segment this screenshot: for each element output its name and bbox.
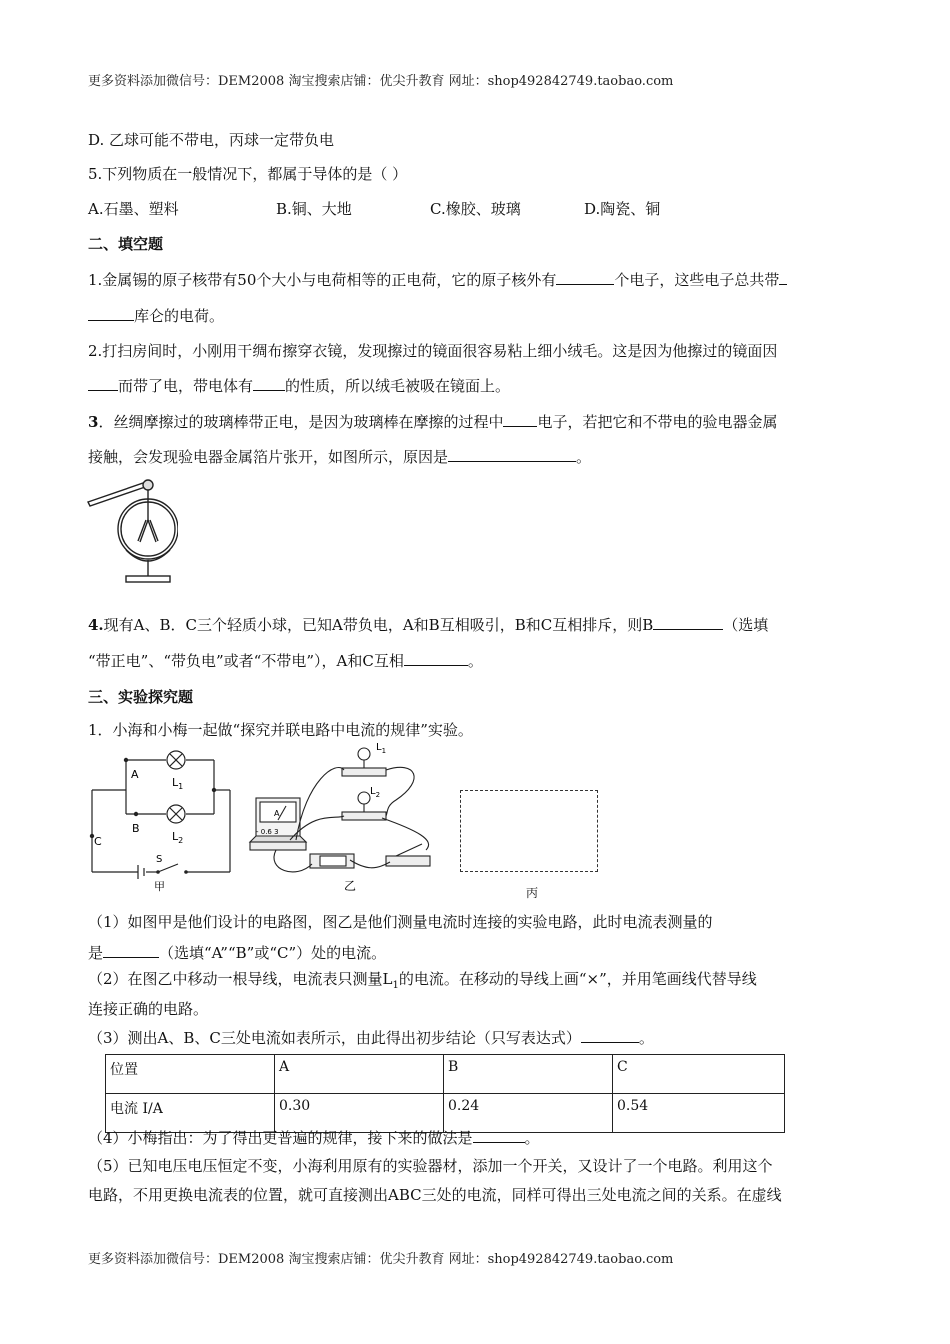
- yi-meter-label: A: [274, 809, 280, 818]
- jia-label-c: C: [94, 835, 102, 848]
- fill1-text-c: 库仑的电荷。: [134, 307, 225, 325]
- jia-label-a: A: [131, 768, 139, 781]
- exp1-p3-end: 。: [638, 1029, 654, 1047]
- exp1-p2-sub: 1: [392, 980, 399, 991]
- fill1-blank-charge-start[interactable]: [779, 270, 787, 285]
- fill2-text-a: 而带了电，带电体有: [118, 377, 254, 395]
- fill2-blank-reason[interactable]: [88, 376, 118, 391]
- q5-stem: 5.下列物质在一般情况下，都属于导体的是（ ）: [88, 165, 408, 183]
- fill1-text-a: 1.金属锡的原子核带有50个大小与电荷相等的正电荷，它的原子核外有: [88, 271, 557, 289]
- fill1-line2: [88, 305, 224, 326]
- jia-label-b: B: [132, 822, 140, 835]
- fill3-text-a: ．丝绸摩擦过的玻璃棒带正电，是因为玻璃棒在摩擦的过程中: [98, 413, 504, 431]
- jia-label-l1: $L_1$: [172, 776, 184, 791]
- exp1-p5-line2: 电路，不用更换电流表的位置，就可直接测出ABC三处的电流，同样可得出三处电流之间的关系。在虚线: [88, 1186, 782, 1204]
- fill4-text-c: “带正电”、“带负电”或者“不带电”），A和C互相: [88, 652, 404, 670]
- table-header-cell: 位置: [106, 1055, 275, 1094]
- fill1-blank-charge[interactable]: [88, 306, 134, 321]
- electroscope-figure: [86, 472, 178, 590]
- fill1-blank-electrons[interactable]: [556, 270, 614, 285]
- q5-option-a: A.石墨、塑料: [88, 200, 179, 218]
- fill3-text-c: 接触，会发现验电器金属箔片张开，如图所示，原因是: [88, 448, 449, 466]
- exp1-p4-blank[interactable]: [473, 1128, 525, 1143]
- exp1-p1-blank[interactable]: [103, 943, 159, 958]
- fill3-number: 3: [88, 413, 99, 431]
- circuit-diagram-jia: [86, 746, 236, 896]
- exp1-p1-text-c: （选填“A”“B”或“C”）处的电流。: [159, 944, 387, 962]
- table-cell: 0.54: [613, 1094, 785, 1133]
- q5-option-c: C.橡胶、玻璃: [430, 200, 521, 218]
- fill3-line1: [88, 411, 777, 432]
- fill3-text-d: 。: [576, 448, 592, 466]
- fill3-line2: [88, 446, 591, 467]
- current-table: [105, 1054, 785, 1133]
- fill3-blank-electron[interactable]: [503, 412, 537, 427]
- fill4-blank-b[interactable]: [653, 615, 723, 630]
- yi-caption: 乙: [344, 879, 357, 893]
- fill1-text-b: 个电子，这些电子总共带: [614, 271, 780, 289]
- q5-option-b: B.铜、大地: [276, 200, 352, 218]
- fill3-text-b: 电子，若把它和不带电的验电器金属: [537, 413, 778, 431]
- exp1-p2-line2: 连接正确的电路。: [88, 1000, 209, 1018]
- bing-dashed-box[interactable]: [460, 790, 598, 872]
- jia-caption: 甲: [154, 880, 165, 893]
- exp1-p2-line1: [88, 968, 757, 991]
- exp1-p4-text: （4）小梅指出：为了得出更普遍的规律，接下来的做法是: [88, 1129, 473, 1147]
- yi-meter-terminals: - 0.6 3: [256, 828, 279, 836]
- exp1-p2-text-b: 的电流。在移动的导线上画“×”，并用笔画线代替导线: [398, 970, 757, 988]
- exp1-p1-line1: （1）如图甲是他们设计的电路图，图乙是他们测量电流时连接的实验电路，此时电流表测量的: [88, 913, 713, 931]
- jia-label-s: S: [156, 854, 163, 865]
- fill1-line1: [88, 269, 787, 290]
- fill4-line1: [88, 614, 768, 635]
- fill4-text-a: 现有A、B．C三个轻质小球，已知A带负电，A和B互相吸引，B和C互相排斥，则B: [103, 616, 654, 634]
- circuit-photo-yi: [246, 740, 446, 898]
- fill4-text-d: 。: [467, 652, 483, 670]
- fill4-line2: [88, 650, 483, 671]
- fill2-line2: [88, 375, 510, 396]
- exp1-p4: [88, 1127, 540, 1148]
- table-cell: 0.24: [444, 1094, 613, 1133]
- exp1-p4-end: 。: [524, 1129, 540, 1147]
- yi-label-l2: $L_2$: [370, 786, 381, 799]
- page-footer: 更多资料添加微信号：DEM2008 淘宝搜索店铺：优尖升教育 网址：shop492842749.taobao.com: [88, 1252, 674, 1267]
- q4-option-d: D. 乙球可能不带电，丙球一定带负电: [88, 131, 335, 149]
- section-experiment-title: 三、实验探究题: [88, 688, 194, 706]
- exp1-p3-text: （3）测出A、B、C三处电流如表所示，由此得出初步结论（只写表达式）: [88, 1029, 581, 1047]
- exp1-p3: [88, 1027, 654, 1048]
- q5-option-d: D.陶瓷、铜: [584, 200, 661, 218]
- fill2-line1: 2.打扫房间时，小刚用干绸布擦穿衣镜，发现擦过的镜面很容易粘上细小绒毛。这是因为他擦过的镜面因: [88, 342, 778, 360]
- fill3-blank-reason[interactable]: [448, 447, 576, 462]
- yi-label-l1: $L_1$: [376, 742, 387, 755]
- exp1-p1-text-b: 是: [88, 944, 104, 962]
- jia-label-l2: $L_2$: [172, 830, 184, 845]
- bing-caption: 丙: [526, 886, 539, 900]
- fill4-number: 4.: [88, 616, 104, 634]
- table-header-cell: B: [444, 1055, 613, 1094]
- fill4-blank-ac[interactable]: [404, 651, 468, 666]
- exp1-p1-line2: [88, 942, 386, 963]
- page-header: 更多资料添加微信号：DEM2008 淘宝搜索店铺：优尖升教育 网址：shop492842749.taobao.com: [88, 74, 674, 89]
- table-header-cell: A: [275, 1055, 444, 1094]
- fill4-text-b: （选填: [723, 616, 769, 634]
- exp1-p3-blank[interactable]: [581, 1028, 639, 1043]
- table-header-cell: C: [613, 1055, 785, 1094]
- fill2-text-b: 的性质，所以绒毛被吸在镜面上。: [285, 377, 511, 395]
- fill2-blank-property[interactable]: [253, 376, 285, 391]
- table-cell: 0.30: [275, 1094, 444, 1133]
- exp1-p2-text-a: （2）在图乙中移动一根导线，电流表只测量L: [88, 970, 393, 988]
- section-fill-in-title: 二、填空题: [88, 235, 164, 253]
- exp1-p5-line1: （5）已知电压电压恒定不变，小海利用原有的实验器材，添加一个开关，又设计了一个电路。利用这个: [88, 1157, 773, 1175]
- table-cell: 电流 I/A: [106, 1094, 275, 1133]
- table-row: [106, 1055, 785, 1094]
- exp1-stem: 1．小海和小梅一起做“探究并联电路中电流的规律”实验。: [88, 721, 473, 739]
